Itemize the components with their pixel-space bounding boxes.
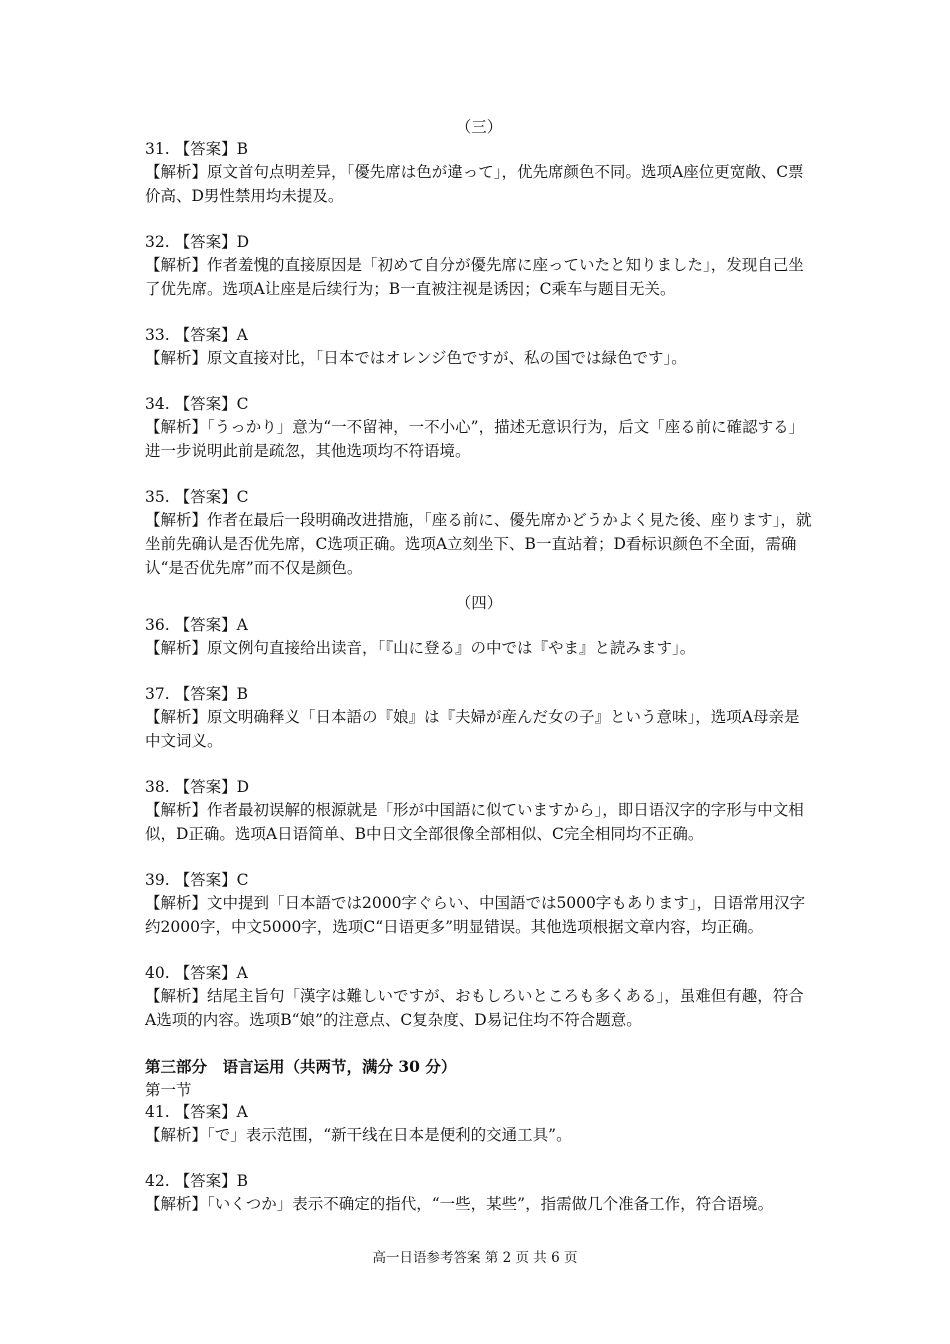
subsection-title: 第一节 [145,1081,192,1099]
page-footer: 高一日语参考答案 第 2 页 共 6 页 [372,1250,578,1266]
answer-item-31 [145,138,813,208]
answer-line: 31. 【答案】B [145,140,248,158]
analysis-text: 【解析】作者最初误解的根源就是「形が中国語に似ていますから」，即日语汉字的字形与中文相似，D正确。选项A日语简单、B中日文全部很像全部相似、C完全相同均不正确。 [145,801,804,843]
analysis-text: 【解析】作者羞愧的直接原因是「初めて自分が優先席に座っていたと知りました」，发现自己坐了优先席。选项A让座是后续行为；B一直被注视是诱因；C乘车与题目无关。 [145,256,804,298]
analysis-text: 【解析】原文首句点明差异，「優先席は色が違って」，优先席颜色不同。选项A座位更宽敞、C票价高、D男性禁用均未提及。 [145,163,804,205]
answer-item-41 [145,1101,813,1147]
section-heading-3: （三） [455,118,503,136]
section-heading-4: （四） [455,594,503,612]
answer-line: 32. 【答案】D [145,233,250,251]
answer-line: 35. 【答案】C [145,488,249,506]
part-title: 第三部分 语言运用（共两节，满分 30 分） [145,1057,457,1076]
answer-page [145,116,813,1216]
analysis-text: 【解析】原文例句直接给出读音，「『山に登る』の中では『やま』と読みます」。 [145,639,696,657]
answer-item-40 [145,962,813,1032]
answer-line: 42. 【答案】B [145,1172,248,1190]
answer-line: 38. 【答案】D [145,778,250,796]
answer-item-39 [145,869,813,939]
answer-line: 41. 【答案】A [145,1103,248,1121]
analysis-text: 【解析】作者在最后一段明确改进措施，「座る前に、優先席かどうかよく見た後、座ります」，就坐前先确认是否优先席，C选项正确。选项A立刻坐下、B一直站着；D看标识颜色不全面，需确认“是否优先席”而不仅是颜色。 [145,511,812,577]
answer-line: 34. 【答案】C [145,395,249,413]
answer-line: 39. 【答案】C [145,871,249,889]
analysis-text: 【解析】「いくつか」表示不确定的指代，“一些，某些”，指需做几个准备工作，符合语境。 [145,1195,774,1213]
answer-line: 36. 【答案】A [145,616,248,634]
answer-item-32 [145,231,813,301]
analysis-text: 【解析】「で」表示范围，“新干线在日本是便利的交通工具”。 [145,1126,572,1144]
answer-line: 40. 【答案】A [145,964,248,982]
analysis-text: 【解析】原文明确释义「日本語の『娘』は『夫婦が産んだ女の子』という意味」，选项A母亲是中文词义。 [145,708,800,750]
analysis-text: 【解析】原文直接对比，「日本ではオレンジ色ですが、私の国では緑色です」。 [145,349,687,367]
answer-item-38 [145,776,813,846]
answer-item-33 [145,324,813,370]
analysis-text: 【解析】结尾主旨句「漢字は難しいですが、おもしろいところも多くある」，虽难但有趣，符合A选项的内容。选项B“娘”的注意点、C复杂度、D易记住均不符合题意。 [145,987,804,1029]
analysis-text: 【解析】「うっかり」意为“一不留神，一不小心”，描述无意识行为，后文「座る前に確認する」进一步说明此前是疏忽，其他选项均不符语境。 [145,418,805,460]
answer-item-34 [145,393,813,463]
answer-item-35 [145,486,813,580]
answer-item-36 [145,614,813,660]
answer-item-42 [145,1170,813,1216]
analysis-text: 【解析】文中提到「日本語では2000字ぐらい、中国語では5000字もあります」，日语常用汉字约2000字，中文5000字，选项C“日语更多”明显错误。其他选项根据文章内容，均正确。 [145,894,806,936]
answer-line: 37. 【答案】B [145,685,248,703]
answer-line: 33. 【答案】A [145,326,248,344]
answer-item-37 [145,683,813,753]
